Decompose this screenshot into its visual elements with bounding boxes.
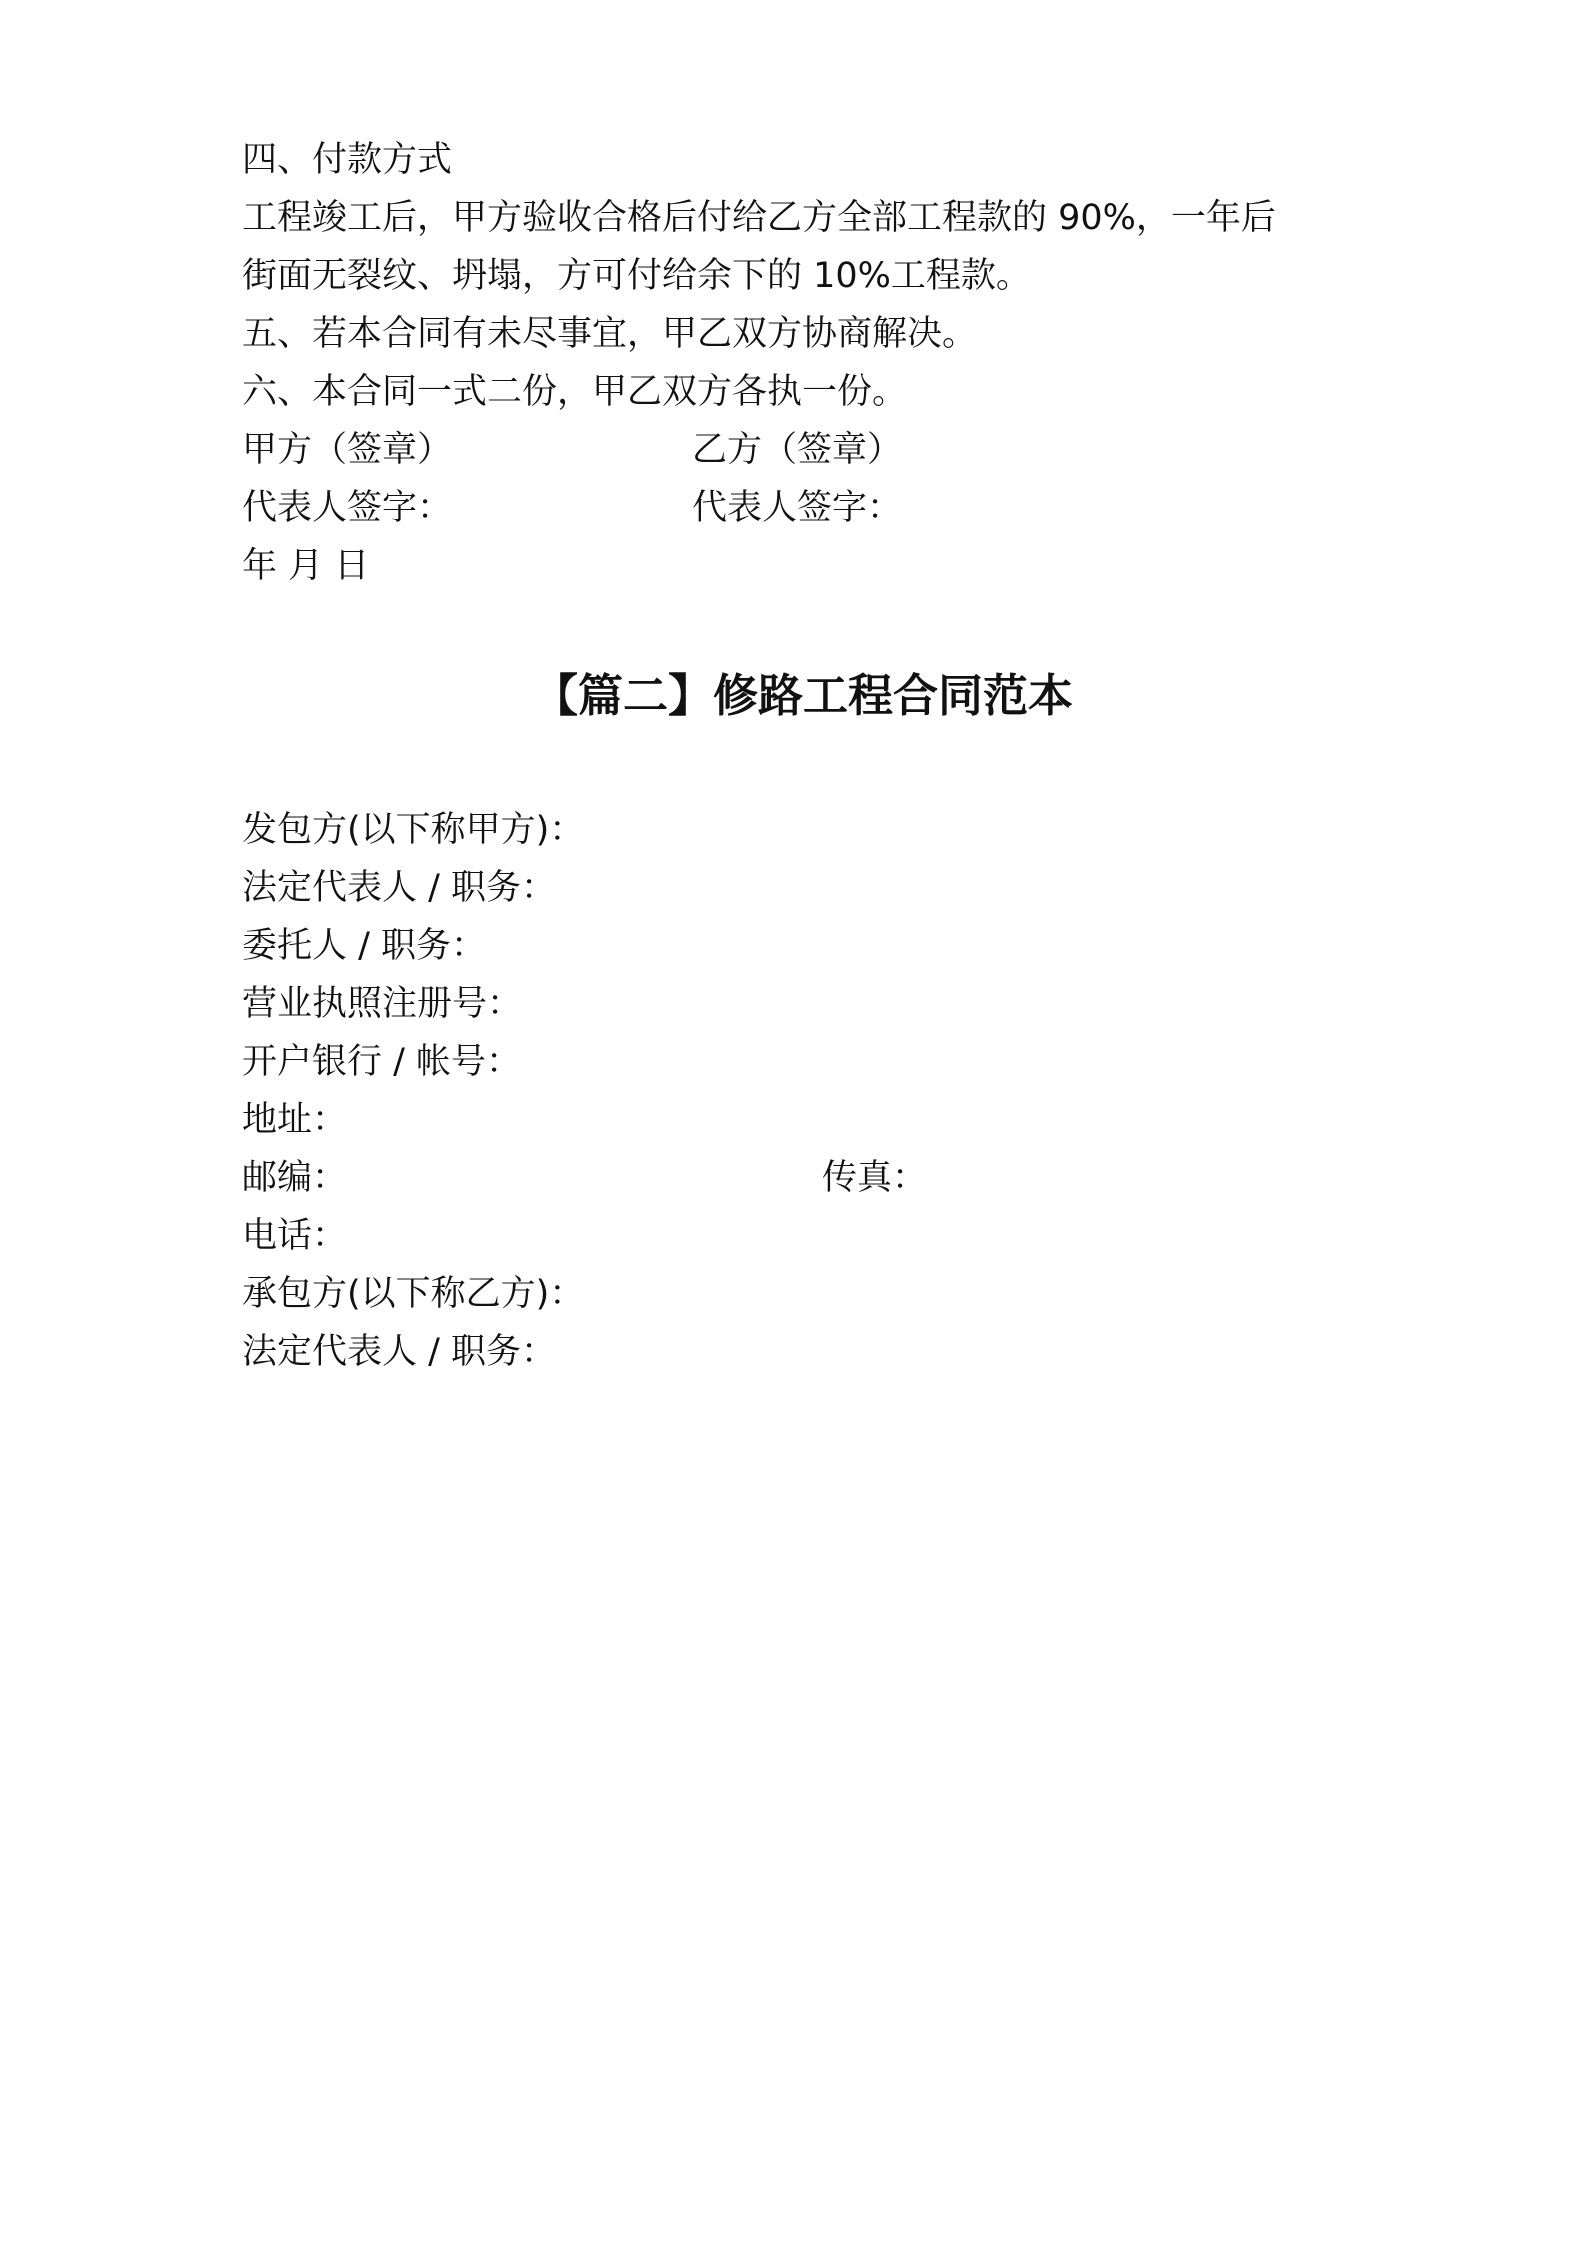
field-fax: 传真： [822,1158,928,1198]
payment-text-line-2: 街面无裂纹、坍塌，方可付给余下的 10%工程款。 [242,256,1031,296]
clause-five: 五、若本合同有未尽事宜，甲乙双方协商解决。 [242,314,978,354]
party-a-seal-label: 甲方（签章） [242,430,453,470]
field-legal-rep-b: 法定代表人 / 职务： [242,1332,557,1372]
field-agent: 委托人 / 职务： [242,926,487,966]
date-line: 年 月 日 [242,546,370,586]
field-legal-rep: 法定代表人 / 职务： [242,868,557,908]
field-bank: 开户银行 / 帐号： [242,1042,522,1082]
field-employer: 发包方(以下称甲方)： [242,810,585,850]
party-a-rep-label: 代表人签字： [242,488,453,528]
field-contractor: 承包方(以下称乙方)： [242,1274,585,1314]
party-b-rep-label: 代表人签字： [692,488,903,528]
heading-payment-method: 四、付款方式 [242,140,453,180]
section-two-title: 【篇二】修路工程合同范本 [532,669,1073,722]
field-license: 营业执照注册号： [242,984,523,1024]
field-address: 地址： [242,1100,348,1140]
payment-text-line-1: 工程竣工后，甲方验收合格后付给乙方全部工程款的 90%，一年后 [242,198,1276,238]
party-b-seal-label: 乙方（签章） [692,430,903,470]
field-postcode: 邮编： [242,1158,348,1198]
clause-six: 六、本合同一式二份，甲乙双方各执一份。 [242,372,908,412]
field-phone: 电话： [242,1216,348,1256]
